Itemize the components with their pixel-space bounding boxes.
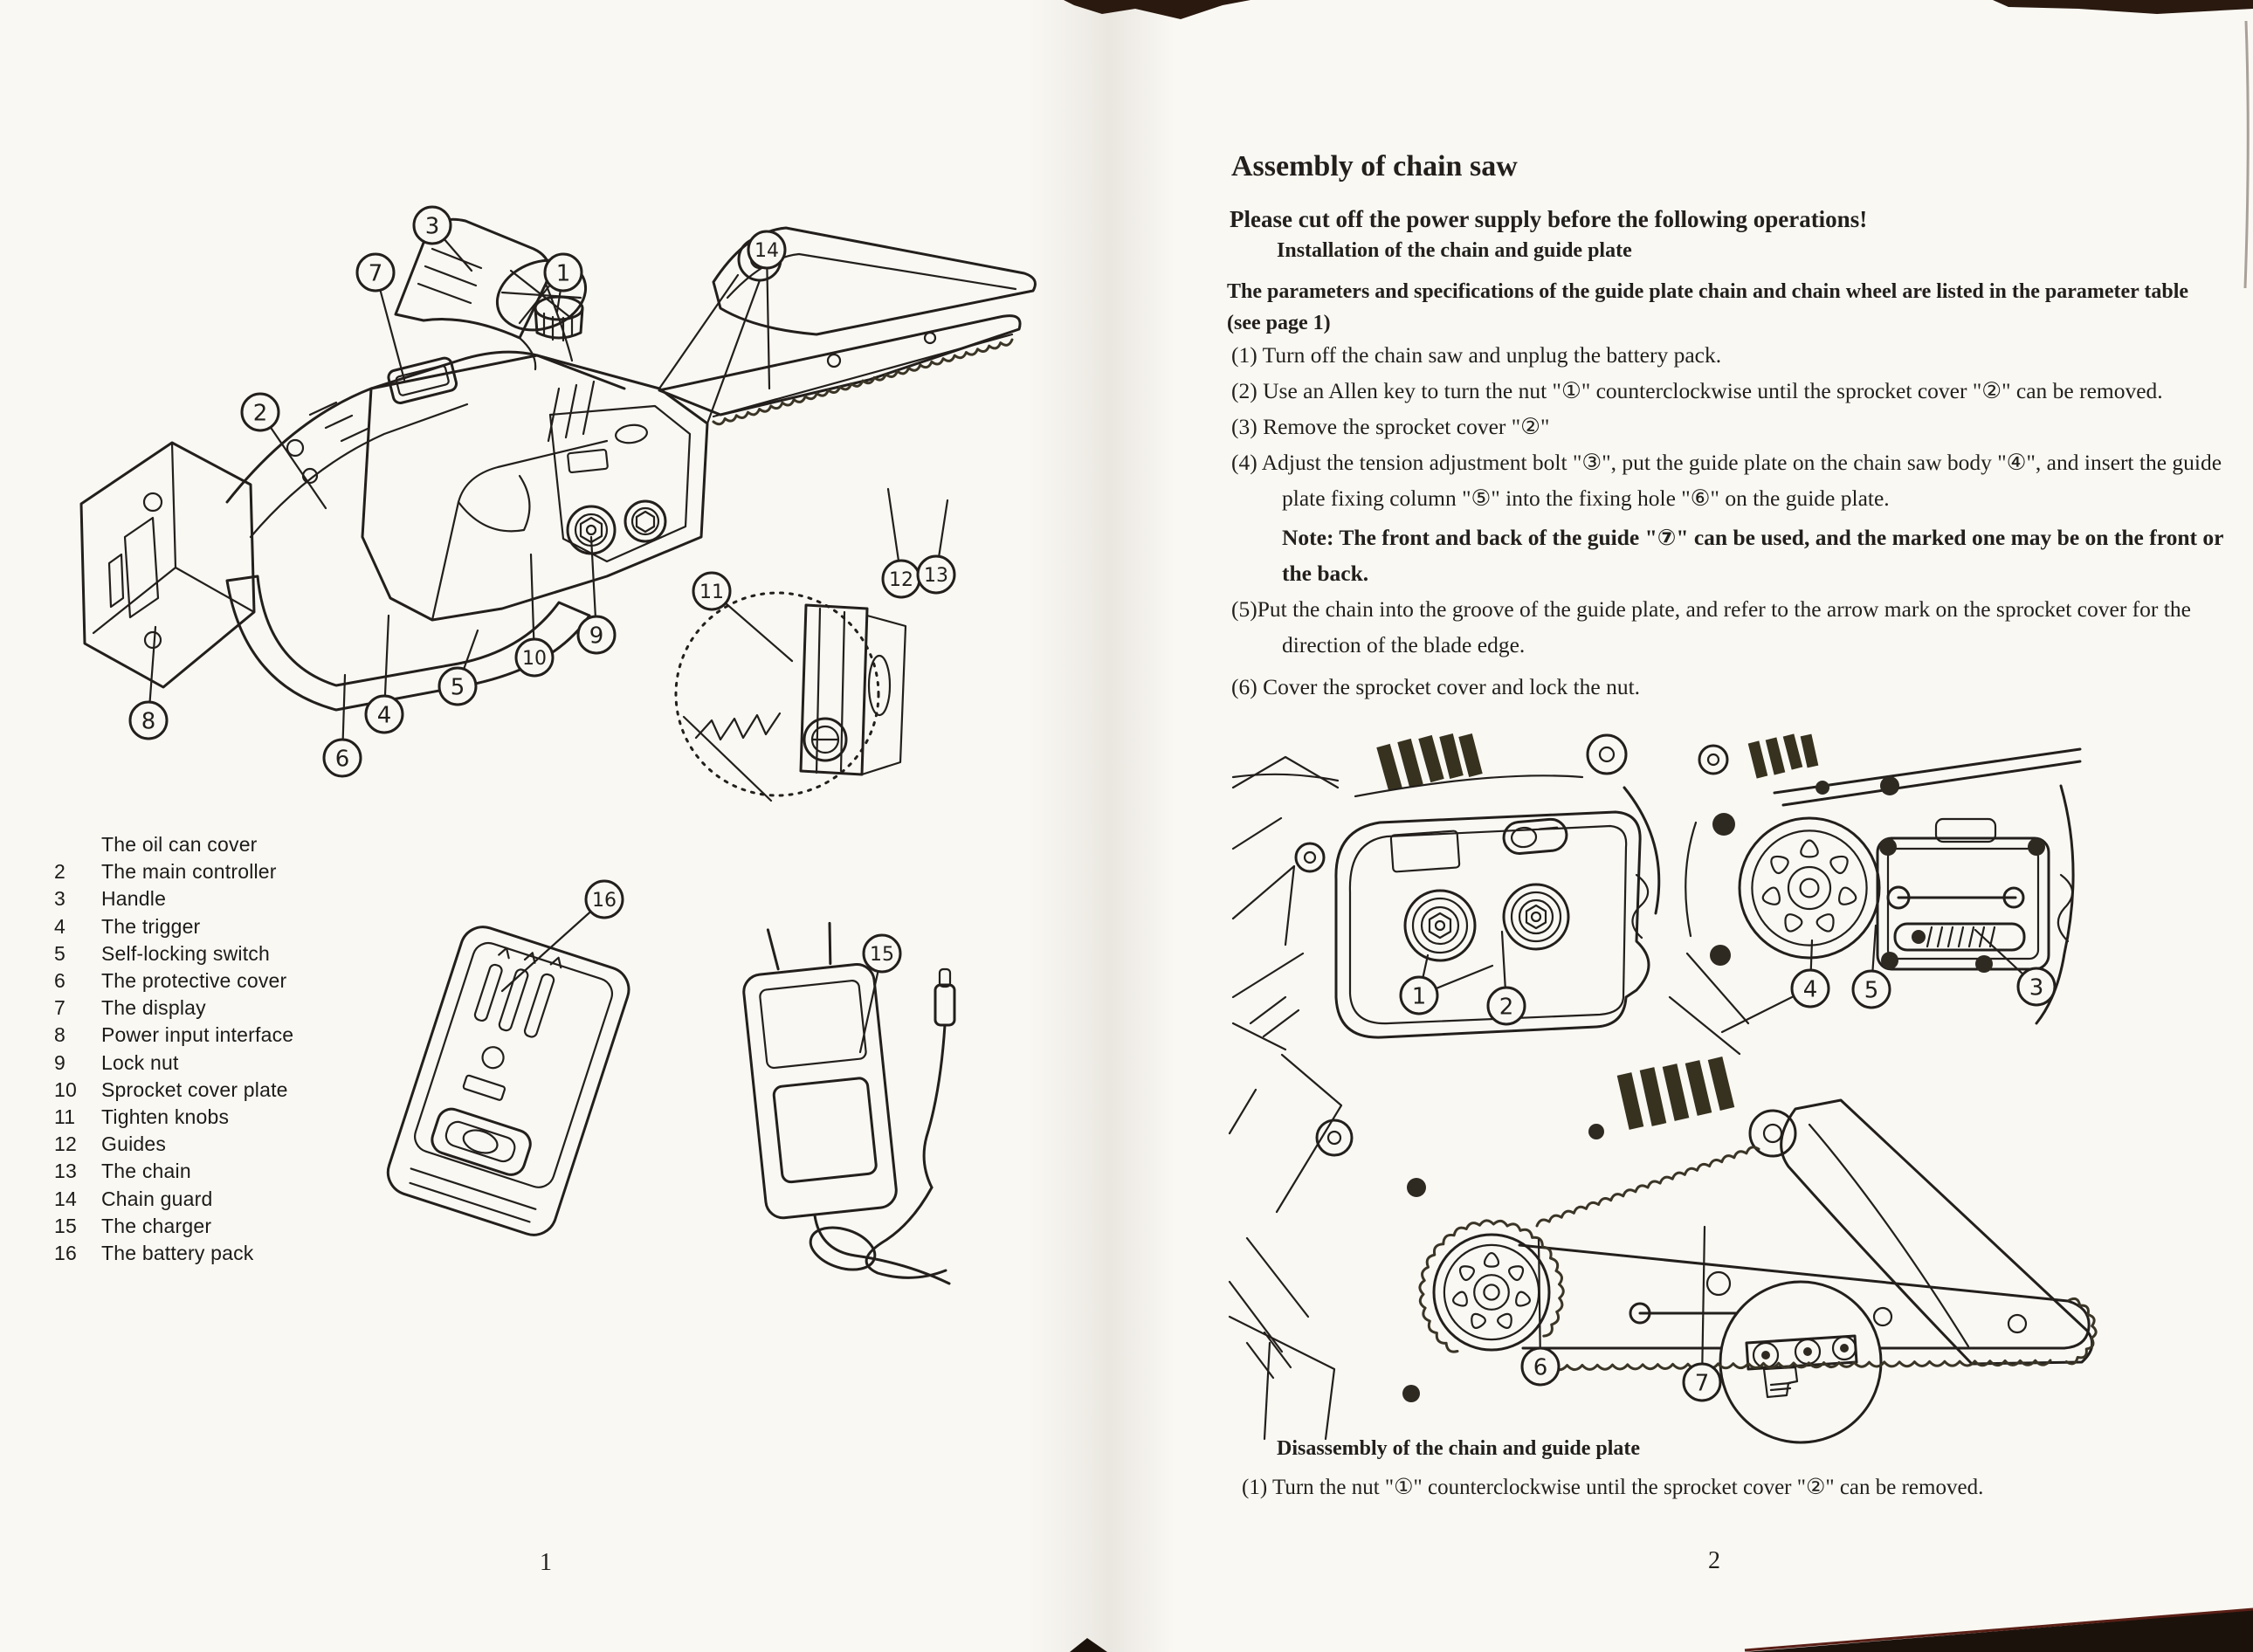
line-art: [1752, 830, 1866, 945]
step-note: Note: The front and back of the guide "⑦" can be used, and the marked one may be on the front or the back.: [1282, 525, 2223, 586]
page-number-right: 2: [1708, 1547, 1720, 1574]
line-art: [1434, 1235, 1549, 1350]
callout-number: 7: [1694, 1370, 1710, 1397]
part-label: Sprocket cover plate: [101, 1077, 288, 1101]
line-art: [1453, 1292, 1467, 1306]
part-label: The trigger: [101, 914, 201, 938]
line-art: [1516, 1292, 1530, 1306]
assembly-step: (5)Put the chain into the groove of the guide plate, and refer to the arrow mark on the sprocket cover for the direction of the blade edge.: [1231, 596, 2191, 657]
callout-3: [2018, 968, 2055, 1005]
callout-number: 9: [589, 623, 604, 650]
callout-number: 4: [1802, 976, 1818, 1003]
part-label: The battery pack: [101, 1241, 254, 1264]
callout-number: 7: [368, 260, 383, 287]
figure-sprocket-cover: [1233, 735, 1657, 1054]
assembly-step: (4) Adjust the tension adjustment bolt "③", put the guide plate on the chain saw body "④", and insert the guide plate fixing column "⑤" into the fixing hole "⑥" on the guide plate.: [1231, 450, 2222, 511]
callout-number: 1: [555, 260, 571, 287]
part-label: The oil can cover: [101, 833, 258, 857]
disassembly-step: (1) Turn the nut "①" counterclockwise until the sprocket cover "②" can be removed.: [1242, 1476, 1984, 1499]
part-number: 3: [54, 887, 65, 911]
disassembly-heading: Disassembly of the chain and guide plate: [1277, 1437, 1641, 1460]
part-number: 9: [54, 1050, 65, 1074]
callout-number: 4: [376, 702, 392, 729]
part-number: 4: [54, 914, 65, 938]
part-number: 6: [54, 969, 65, 993]
line-art: [1485, 1253, 1499, 1267]
part-number: 8: [54, 1023, 65, 1047]
callout-number: 11: [699, 581, 724, 603]
callout-4: [1792, 970, 1829, 1007]
part-label: Tighten knobs: [101, 1105, 230, 1128]
part-label: The display: [101, 996, 206, 1020]
line-art: [1817, 914, 1834, 931]
part-number: 7: [54, 996, 65, 1020]
line-art: [1801, 879, 1819, 898]
callout-2: [1488, 988, 1525, 1024]
callout-number: 15: [870, 943, 894, 966]
parameters-intro: [1227, 276, 2244, 339]
part-number: 16: [54, 1241, 77, 1264]
page-number-left: 1: [540, 1549, 552, 1576]
line-art: [1509, 1266, 1523, 1280]
callout-number: 14: [754, 239, 779, 262]
callout-number: 2: [1499, 994, 1514, 1021]
figure-guide-bar-chain: [1230, 1055, 2107, 1439]
callout-number: 6: [334, 746, 350, 773]
callout-number: 8: [141, 708, 156, 735]
line-art: [1474, 1275, 1509, 1310]
callout-1: [1401, 977, 1437, 1014]
part-number: 5: [54, 941, 65, 965]
line-art: [1420, 1221, 1563, 1352]
part-number: 12: [54, 1132, 77, 1156]
callout-number: 6: [1533, 1354, 1548, 1381]
part-number: 14: [54, 1187, 77, 1210]
callout-number: 5: [1864, 977, 1879, 1004]
callout-number: 5: [450, 674, 465, 701]
line-art: [1460, 1266, 1474, 1280]
callout-6: [1522, 1348, 1559, 1385]
callout-7: [1684, 1364, 1720, 1401]
line-art: [1785, 914, 1802, 931]
parameters-intro-line1: The parameters and specifications of the guide plate chain and chain wheel are listed in the parameter table: [1227, 280, 2189, 303]
assembly-step: (2) Use an Allen key to turn the nut "①" counterclockwise until the sprocket cover "②" can be removed.: [1231, 378, 2163, 403]
line-art: [1471, 1314, 1485, 1328]
line-art: [1537, 1147, 1759, 1226]
callout-number: 3: [424, 213, 440, 240]
part-label: Chain guard: [101, 1187, 213, 1210]
callout-leader-line: [1702, 1227, 1705, 1382]
part-number: 2: [54, 860, 65, 884]
parameters-intro-line2: (see page 1): [1227, 312, 1331, 334]
callout-number: 13: [924, 564, 948, 587]
callout-number: 12: [889, 568, 913, 591]
installation-heading: Installation of the chain and guide plate: [1277, 239, 1632, 262]
callout-number: 16: [592, 889, 617, 912]
figure-sprocket-plate: [1670, 735, 2098, 1054]
assembly-step: (6) Cover the sprocket cover and lock the nut.: [1231, 674, 1641, 699]
part-label: Guides: [101, 1132, 167, 1156]
line-art: [1484, 1284, 1499, 1299]
part-label: Lock nut: [101, 1050, 179, 1074]
callout-number: 3: [2029, 974, 2044, 1002]
part-number: 11: [54, 1105, 76, 1128]
part-label: The chain: [101, 1160, 191, 1183]
callout-number: 10: [522, 647, 547, 670]
line-art: [1498, 1314, 1512, 1328]
part-label: Power input interface: [101, 1023, 294, 1047]
callout-5: [1853, 971, 1890, 1008]
assembly-steps: [1231, 337, 2243, 705]
part-number: 13: [54, 1160, 77, 1183]
part-number: 15: [54, 1214, 77, 1237]
line-art: [1830, 857, 1847, 873]
part-label: The protective cover: [101, 969, 287, 993]
line-art: [1763, 888, 1780, 905]
callout-number: 2: [252, 400, 268, 427]
line-art: [1740, 818, 1879, 958]
part-label: Handle: [101, 887, 167, 911]
part-label: The charger: [101, 1214, 212, 1237]
part-label: Self-locking switch: [101, 941, 270, 965]
power-warning: Please cut off the power supply before the following operations!: [1230, 206, 1868, 232]
line-art: [1839, 888, 1856, 905]
line-art: [1801, 841, 1817, 857]
line-art: [1788, 867, 1830, 909]
callout-number: 1: [1411, 983, 1427, 1010]
assembly-step: (1) Turn off the chain saw and unplug the battery pack.: [1231, 342, 1722, 368]
assembly-title: Assembly of chain saw: [1231, 150, 1518, 182]
part-label: The main controller: [101, 860, 277, 884]
line-art: [1771, 857, 1788, 873]
part-number: 10: [54, 1077, 77, 1101]
assembly-step: (3) Remove the sprocket cover "②": [1231, 414, 1550, 439]
